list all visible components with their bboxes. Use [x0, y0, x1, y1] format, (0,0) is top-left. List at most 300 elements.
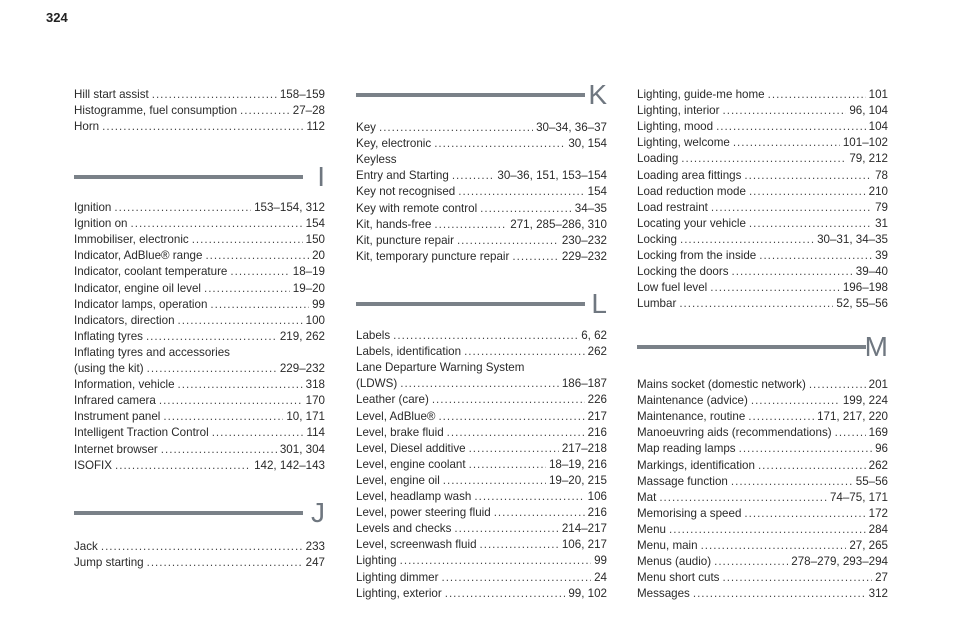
- index-entry: [356, 474, 607, 488]
- index-entry: [356, 522, 607, 536]
- index-term: ISOFIX: [74, 458, 113, 472]
- index-entry: [637, 378, 888, 392]
- page-reference: 278–279, 293–294: [791, 555, 888, 569]
- index-term: Level, AdBlue®: [356, 409, 436, 423]
- page-reference: 30–31, 34–35: [817, 232, 888, 246]
- index-term: Manoeuvring aids (recommendations): [637, 426, 832, 440]
- page-reference: 30–36, 151, 153–154: [497, 169, 607, 183]
- index-entry: [74, 378, 325, 392]
- page-reference: 271, 285–286, 310: [510, 217, 607, 231]
- index-term: Inflating tyres: [74, 329, 143, 343]
- dot-leader: [379, 121, 533, 135]
- index-term: Level, Diesel additive: [356, 441, 466, 455]
- index-entry: [637, 555, 888, 569]
- page-reference: 230–232: [561, 233, 607, 247]
- index-entry: [637, 507, 888, 521]
- dot-leader: [178, 378, 303, 392]
- section-letter: J: [311, 497, 325, 528]
- index-entry: [356, 250, 607, 264]
- dot-leader: [432, 393, 585, 407]
- dot-leader: [441, 571, 591, 585]
- dot-leader: [749, 185, 866, 199]
- index-term: Memorising a speed: [637, 506, 742, 520]
- page-reference: 27, 265: [849, 539, 888, 552]
- page-reference: 19–20, 215: [548, 473, 607, 487]
- dot-leader: [749, 217, 872, 231]
- page-reference: 201: [868, 378, 888, 391]
- dot-leader: [161, 443, 277, 457]
- index-term: Markings, identification: [637, 458, 755, 472]
- index-term: Level, brake fluid: [356, 425, 444, 439]
- dot-leader: [457, 234, 559, 248]
- section-letter: M: [864, 331, 888, 362]
- index-entry: [74, 426, 325, 440]
- index-entry: [637, 394, 888, 408]
- index-entry: [356, 137, 607, 151]
- index-term: Menu: [637, 522, 667, 536]
- index-term: Indicator lamps, operation: [74, 297, 208, 311]
- index-entry: [74, 282, 325, 296]
- index-term: (using the kit): [74, 362, 144, 375]
- page-reference: 154: [587, 185, 607, 199]
- index-term: Immobiliser, electronic: [74, 233, 189, 247]
- index-entry: [74, 314, 325, 328]
- page-reference: 216: [587, 506, 607, 520]
- index-entry: [356, 377, 607, 391]
- index-term: Levels and checks: [356, 522, 452, 536]
- page-reference: 39–40: [855, 265, 888, 279]
- dot-leader: [669, 523, 866, 537]
- page-reference: 171, 217, 220: [817, 410, 888, 424]
- index-term: Lumbar: [637, 297, 677, 311]
- index-term: Inflating tyres and accessories: [74, 345, 230, 359]
- index-entry: [356, 554, 607, 568]
- index-entry: [637, 426, 888, 440]
- page-reference: 99, 102: [568, 586, 607, 600]
- dot-leader: [759, 249, 872, 263]
- index-entry: [356, 234, 607, 248]
- index-entry: [356, 361, 607, 375]
- index-term: Map reading lamps: [637, 442, 736, 456]
- index-term: Load restraint: [637, 200, 708, 214]
- index-entry: [637, 136, 888, 150]
- index-entry: [74, 330, 325, 344]
- index-entry: [637, 120, 888, 134]
- index-term: Lighting, interior: [637, 104, 720, 118]
- page-reference: 31: [875, 216, 888, 230]
- index-term: Hill start assist: [74, 88, 149, 101]
- index-term: Kit, hands-free: [356, 217, 432, 231]
- page-reference: 78: [875, 168, 888, 182]
- section-rule: [356, 93, 585, 97]
- index-term: Locking from the inside: [637, 249, 757, 262]
- index-entry: [74, 362, 325, 376]
- index-term: Lighting, guide-me home: [637, 88, 765, 101]
- page-reference: 170: [305, 394, 325, 408]
- dot-leader: [722, 571, 872, 585]
- dot-leader: [452, 169, 495, 183]
- dot-leader: [751, 394, 840, 408]
- index-entry: [74, 556, 325, 570]
- index-entry: [356, 153, 607, 167]
- index-entry: [356, 442, 607, 456]
- index-term: Lighting, welcome: [637, 136, 730, 150]
- index-entry: [637, 410, 888, 424]
- dot-leader: [739, 442, 872, 456]
- dot-leader: [731, 475, 853, 489]
- page-reference: 284: [868, 522, 888, 536]
- index-term: Indicators, direction: [74, 313, 175, 327]
- index-entry: [356, 538, 607, 552]
- index-term: Key: [356, 121, 376, 134]
- index-term: Intelligent Traction Control: [74, 426, 209, 440]
- dot-leader: [744, 507, 865, 521]
- dot-leader: [454, 522, 558, 536]
- section-letter: I: [317, 161, 325, 192]
- dot-leader: [480, 202, 572, 216]
- page-reference: 216: [587, 425, 607, 439]
- index-entry: [356, 202, 607, 216]
- dot-leader: [146, 330, 277, 344]
- page-reference: 30–34, 36–37: [536, 121, 607, 134]
- index-entry: [74, 201, 325, 215]
- section-header: [74, 162, 325, 202]
- page-reference: 39: [875, 249, 888, 262]
- index-entry: [637, 281, 888, 295]
- index-entry: [356, 426, 607, 440]
- page-reference: 20: [312, 249, 325, 263]
- dot-leader: [115, 459, 251, 473]
- section-header: [637, 332, 888, 372]
- index-term: Leather (care): [356, 393, 429, 407]
- index-entry: [356, 506, 607, 520]
- index-term: Mains socket (domestic network): [637, 378, 806, 391]
- index-term: Locking the doors: [637, 265, 729, 279]
- index-term: Menus (audio): [637, 555, 712, 569]
- index-entry: [356, 490, 607, 504]
- index-entry: [74, 88, 325, 102]
- index-entry: [637, 523, 888, 537]
- index-term: Low fuel level: [637, 281, 708, 295]
- index-term: Lighting, exterior: [356, 586, 442, 600]
- section-letter: L: [591, 288, 607, 319]
- section-rule: [637, 345, 866, 349]
- index-term: Jack: [74, 540, 98, 553]
- index-entry: [637, 442, 888, 456]
- index-term: Level, engine oil: [356, 473, 440, 487]
- index-entry: [356, 345, 607, 359]
- index-entry: [637, 201, 888, 215]
- page-reference: 100: [305, 313, 325, 327]
- page-reference: 30, 154: [568, 137, 607, 151]
- dot-leader: [163, 410, 283, 424]
- page-reference: 154: [305, 217, 325, 231]
- index-entry: [74, 298, 325, 312]
- dot-leader: [701, 539, 847, 553]
- index-term: Level, screenwash fluid: [356, 538, 477, 552]
- section-rule: [74, 175, 303, 179]
- index-term: Ignition on: [74, 217, 128, 231]
- page-reference: 106, 217: [561, 538, 607, 552]
- index-entry: [356, 587, 607, 601]
- dot-leader: [732, 265, 853, 279]
- index-term: Horn: [74, 120, 100, 134]
- page-reference: 101: [868, 88, 888, 101]
- dot-leader: [212, 426, 304, 440]
- index-entry: [637, 571, 888, 585]
- index-term: Ignition: [74, 201, 112, 214]
- index-term: Key, electronic: [356, 137, 432, 151]
- index-entry: [74, 540, 325, 554]
- dot-leader: [716, 120, 866, 134]
- index-term: Instrument panel: [74, 410, 161, 424]
- dot-leader: [400, 377, 559, 391]
- dot-leader: [758, 459, 866, 473]
- dot-leader: [210, 298, 309, 312]
- index-term: Locating your vehicle: [637, 216, 746, 230]
- page-reference: 6, 62: [581, 329, 607, 342]
- index-term: Locking: [637, 232, 677, 246]
- dot-leader: [400, 554, 591, 568]
- page-reference: 219, 262: [279, 329, 325, 343]
- page-reference: 226: [587, 393, 607, 407]
- index-entry: [74, 217, 325, 231]
- index-entry: [637, 169, 888, 183]
- index-term: Kit, temporary puncture repair: [356, 249, 510, 263]
- index-term: Loading area fittings: [637, 168, 742, 182]
- index-entry: [637, 459, 888, 473]
- dot-leader: [147, 556, 303, 570]
- index-entry: [637, 185, 888, 199]
- page-reference: 247: [305, 556, 325, 570]
- page-reference: 104: [868, 120, 888, 134]
- index-term: Key not recognised: [356, 185, 456, 199]
- index-term: Messages: [637, 587, 690, 601]
- index-entry: [356, 218, 607, 232]
- dot-leader: [204, 282, 290, 296]
- dot-leader: [693, 587, 866, 601]
- dot-leader: [152, 88, 277, 102]
- page-reference: 301, 304: [279, 442, 325, 456]
- dot-leader: [434, 137, 565, 151]
- index-entry: [74, 410, 325, 424]
- page-reference: 150: [305, 233, 325, 247]
- page-number: 324: [46, 10, 68, 25]
- dot-leader: [131, 217, 303, 231]
- index-entry: [637, 491, 888, 505]
- dot-leader: [464, 345, 585, 359]
- index-entry: [637, 297, 888, 311]
- page-reference: 158–159: [279, 88, 325, 101]
- dot-leader: [240, 104, 290, 118]
- page-reference: 34–35: [574, 201, 607, 215]
- dot-leader: [192, 233, 303, 247]
- page-reference: 214–217: [561, 522, 607, 536]
- page-reference: 106: [587, 490, 607, 503]
- index-term: Massage function: [637, 474, 728, 488]
- dot-leader: [469, 442, 559, 456]
- index-entry: [74, 443, 325, 457]
- index-term: Keyless: [356, 153, 397, 167]
- dot-leader: [434, 218, 507, 232]
- page-reference: 52, 55–56: [836, 297, 888, 311]
- index-entry: [356, 185, 607, 199]
- dot-leader: [748, 410, 814, 424]
- index-entry: [356, 571, 607, 585]
- index-term: Maintenance (advice): [637, 394, 748, 408]
- index-entry: [74, 120, 325, 134]
- index-entry: [637, 249, 888, 263]
- page-reference: 74–75, 171: [829, 490, 888, 504]
- page-reference: 99: [312, 297, 325, 311]
- index-term: Entry and Starting: [356, 169, 449, 183]
- dot-leader: [438, 410, 584, 424]
- index-entry: [637, 104, 888, 118]
- page-reference: 112: [306, 120, 325, 134]
- index-entry: [637, 587, 888, 601]
- page-reference: 27–28: [292, 104, 325, 118]
- page-reference: 96: [875, 442, 888, 456]
- index-term: Indicator, coolant temperature: [74, 265, 228, 279]
- dot-leader: [102, 120, 303, 134]
- dot-leader: [445, 587, 566, 601]
- index-entry: [637, 217, 888, 231]
- index-term: Lighting dimmer: [356, 570, 439, 584]
- dot-leader: [679, 297, 833, 311]
- index-term: Labels, identification: [356, 345, 462, 359]
- page-reference: 210: [868, 184, 888, 198]
- dot-leader: [680, 233, 814, 247]
- dot-leader: [494, 506, 585, 520]
- page-reference: 79: [875, 200, 888, 214]
- dot-leader: [458, 185, 584, 199]
- index-term: Menu, main: [637, 539, 698, 552]
- index-entry: [637, 265, 888, 279]
- index-term: Loading: [637, 152, 679, 166]
- page-reference: 55–56: [855, 474, 888, 488]
- index-entry: [637, 152, 888, 166]
- index-entry: [637, 88, 888, 102]
- page-reference: 172: [868, 506, 888, 520]
- section-rule: [74, 511, 303, 515]
- dot-leader: [733, 136, 840, 150]
- index-term: Lighting, mood: [637, 120, 714, 134]
- index-term: Indicator, AdBlue® range: [74, 249, 203, 263]
- page-reference: 169: [868, 426, 888, 440]
- dot-leader: [768, 88, 866, 102]
- index-term: Kit, puncture repair: [356, 233, 454, 247]
- page-reference: 27: [875, 571, 888, 585]
- dot-leader: [809, 378, 866, 392]
- index-entry: [74, 265, 325, 279]
- index-entry: [74, 233, 325, 247]
- dot-leader: [710, 281, 840, 295]
- page-reference: 10, 171: [286, 410, 325, 424]
- page-reference: 262: [587, 345, 607, 359]
- page-reference: 79, 212: [849, 152, 888, 166]
- section-letter: K: [588, 79, 607, 110]
- page-reference: 153–154, 312: [254, 201, 325, 214]
- dot-leader: [723, 104, 847, 118]
- index-term: Load reduction mode: [637, 184, 746, 198]
- section-header: [74, 498, 325, 538]
- dot-leader: [205, 249, 309, 263]
- page-reference: 142, 142–143: [254, 458, 325, 472]
- index-term: Key with remote control: [356, 201, 478, 215]
- index-term: (LDWS): [356, 377, 398, 391]
- page-reference: 114: [306, 426, 325, 440]
- index-term: Jump starting: [74, 556, 144, 570]
- dot-leader: [443, 474, 546, 488]
- index-term: Maintenance, routine: [637, 410, 746, 424]
- page-reference: 312: [868, 587, 888, 601]
- dot-leader: [835, 426, 866, 440]
- index-term: Level, engine coolant: [356, 457, 466, 471]
- dot-leader: [469, 458, 546, 472]
- index-entry: [356, 393, 607, 407]
- index-entry: [74, 249, 325, 263]
- page-reference: 18–19: [292, 265, 325, 279]
- dot-leader: [178, 314, 303, 328]
- dot-leader: [147, 362, 277, 376]
- index-term: Mat: [637, 490, 657, 504]
- index-entry: [356, 169, 607, 183]
- dot-leader: [474, 490, 584, 504]
- index-term: Indicator, engine oil level: [74, 281, 201, 295]
- page-reference: 24: [594, 570, 607, 584]
- index-term: Lighting: [356, 554, 397, 568]
- dot-leader: [681, 152, 846, 166]
- index-entry: [74, 459, 325, 473]
- dot-leader: [744, 169, 872, 183]
- page-reference: 186–187: [561, 377, 607, 391]
- dot-leader: [480, 538, 559, 552]
- page-reference: 19–20: [292, 281, 325, 295]
- index-entry: [637, 475, 888, 489]
- index-term: Infrared camera: [74, 394, 156, 408]
- page-reference: 96, 104: [849, 104, 888, 118]
- index-term: Menu short cuts: [637, 571, 720, 585]
- dot-leader: [512, 250, 558, 264]
- dot-leader: [159, 394, 303, 408]
- dot-leader: [659, 491, 827, 505]
- page-reference: 101–102: [842, 136, 888, 150]
- index-entry: [356, 410, 607, 424]
- index-entry: [356, 329, 607, 343]
- page-reference: 262: [868, 458, 888, 472]
- index-entry: [74, 394, 325, 408]
- page-reference: 229–232: [561, 249, 607, 263]
- page-reference: 18–19, 216: [548, 457, 607, 471]
- page-reference: 99: [594, 554, 607, 568]
- page-reference: 217–218: [561, 441, 607, 455]
- index-entry: [74, 346, 325, 360]
- index-entry: [637, 233, 888, 247]
- index-entry: [74, 104, 325, 118]
- dot-leader: [447, 426, 585, 440]
- page-reference: 233: [305, 540, 325, 553]
- page-reference: 217: [587, 409, 607, 423]
- dot-leader: [711, 201, 872, 215]
- index-term: Lane Departure Warning System: [356, 361, 525, 375]
- dot-leader: [393, 329, 578, 343]
- index-term: Internet browser: [74, 442, 158, 456]
- page-reference: 318: [305, 378, 325, 392]
- index-term: Level, power steering fluid: [356, 506, 491, 520]
- dot-leader: [230, 265, 289, 279]
- page-reference: 229–232: [279, 362, 325, 375]
- section-header: [356, 289, 607, 329]
